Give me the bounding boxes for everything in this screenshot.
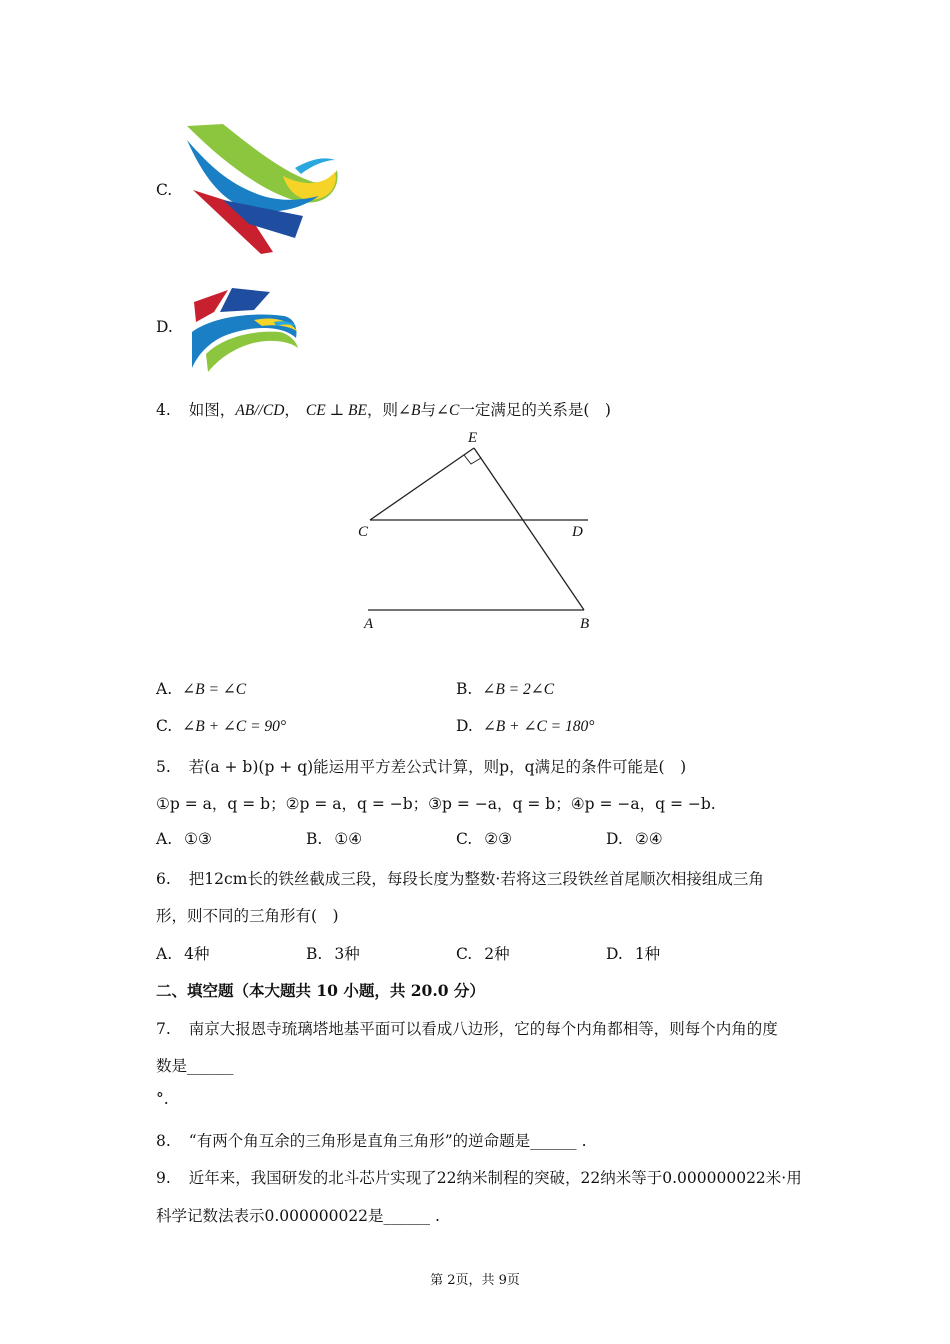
q4-option-b[interactable] [456, 680, 554, 699]
question-number: 6. [156, 870, 171, 888]
question-text: 如图， [188, 401, 236, 419]
option-label: C. [456, 945, 473, 963]
q5-option-b[interactable] [306, 830, 362, 848]
question-number: 8. [156, 1132, 171, 1150]
question-7-line2: 数是______ [156, 1057, 234, 1075]
logo-navy-ribbon [220, 288, 270, 312]
question-6-line2: 形，则不同的三角形有( ) [156, 907, 339, 925]
q4-option-a[interactable] [156, 680, 246, 699]
option-text: 2种 [484, 945, 510, 963]
question-text: 若(a + b)(p + q)能运用平方差公式计算，则p，q满足的条件可能是( ) [188, 758, 687, 776]
option-text: ∠B = ∠C [182, 681, 247, 698]
right-angle-mark [464, 455, 481, 464]
option-text: 4种 [184, 945, 210, 963]
label-b: B [580, 616, 590, 632]
option-text: ∠B + ∠C = 180° [482, 718, 595, 735]
q6-option-a[interactable] [156, 942, 210, 964]
option-text: ②④ [634, 830, 663, 848]
question-7 [156, 1017, 778, 1039]
math-expr: AB//CD [235, 402, 285, 419]
q6-option-d[interactable] [606, 942, 660, 964]
question-9-line2: 科学记数法表示0.000000022是______ . [156, 1207, 440, 1225]
option-label: A. [156, 830, 173, 848]
question-text: 近年来，我国研发的北斗芯片实现了22纳米制程的突破，22纳米等于0.000000022米·用 [188, 1169, 802, 1187]
math-var: C [448, 402, 460, 419]
q3-option-c-logo [183, 120, 343, 264]
option-label: B. [456, 680, 473, 698]
q4-figure [340, 424, 610, 636]
question-text: ，则∠ [367, 401, 411, 419]
question-number: 5. [156, 758, 171, 776]
option-text: ①③ [184, 830, 212, 848]
page-footer: 第 2页，共 9页 [430, 1273, 520, 1288]
logo-red-ribbon [194, 290, 228, 322]
option-text: 3种 [334, 945, 360, 963]
label-e: E [468, 430, 478, 446]
math-var: B [411, 402, 421, 419]
segment-eb [474, 448, 584, 610]
question-5 [156, 755, 686, 777]
segment-ce [370, 448, 474, 520]
question-text: 与∠ [420, 401, 449, 419]
option-label: C. [456, 830, 473, 848]
section-heading: 二、填空题（本大题共 10 小题，共 20.0 分） [156, 981, 485, 1000]
option-label: B. [306, 945, 323, 963]
option-text: ①④ [334, 830, 363, 848]
q6-option-b[interactable] [306, 942, 360, 964]
question-9 [156, 1166, 802, 1188]
option-label: D. [606, 945, 623, 963]
q5-option-c[interactable] [456, 830, 512, 848]
question-8 [156, 1129, 587, 1151]
question-text: 一定满足的关系是( ) [459, 401, 611, 419]
option-label: D. [606, 830, 623, 848]
q3-option-c-label: C. [156, 181, 173, 199]
math-expr: CE ⊥ BE [305, 402, 367, 419]
option-text: ∠B + ∠C = 90° [182, 718, 287, 735]
label-d: D [572, 524, 583, 540]
option-label: A. [156, 945, 173, 963]
option-label: A. [156, 680, 173, 698]
question-6 [156, 867, 764, 889]
q5-option-a[interactable] [156, 830, 212, 848]
q4-option-c[interactable] [156, 717, 286, 736]
option-text: ②③ [484, 830, 513, 848]
question-4 [156, 398, 611, 420]
question-text: 把12cm长的铁丝截成三段，每段长度为整数·若将这三段铁丝首尾顺次相接组成三角 [188, 870, 764, 888]
question-number: 9. [156, 1169, 171, 1187]
label-a: A [364, 616, 374, 632]
q3-option-d-label: D. [156, 318, 173, 336]
question-number: 4. [156, 401, 171, 419]
option-label: B. [306, 830, 323, 848]
q5-conditions: ①p = a，q = b；②p = a，q = −b；③p = −a，q = b；④p = −a，q = −b. [156, 795, 716, 813]
option-text: 1种 [634, 945, 661, 963]
q5-option-d[interactable] [606, 830, 663, 848]
question-text: ， [284, 401, 300, 419]
q6-option-c[interactable] [456, 942, 510, 964]
q3-option-d-logo [184, 276, 304, 380]
q4-option-d[interactable] [456, 717, 594, 736]
option-label: D. [456, 717, 473, 735]
logo-cyan-arc [295, 158, 335, 174]
question-text: “有两个角互余的三角形是直角三角形”的逆命题是______ . [188, 1132, 587, 1150]
question-number: 7. [156, 1020, 171, 1038]
option-text: ∠B = 2∠C [482, 681, 555, 698]
label-c: C [358, 524, 369, 540]
question-7-line3: °. [156, 1090, 169, 1108]
question-text: 南京大报恩寺琉璃塔地基平面可以看成八边形，它的每个内角都相等，则每个内角的度 [188, 1020, 778, 1038]
option-label: C. [156, 717, 173, 735]
